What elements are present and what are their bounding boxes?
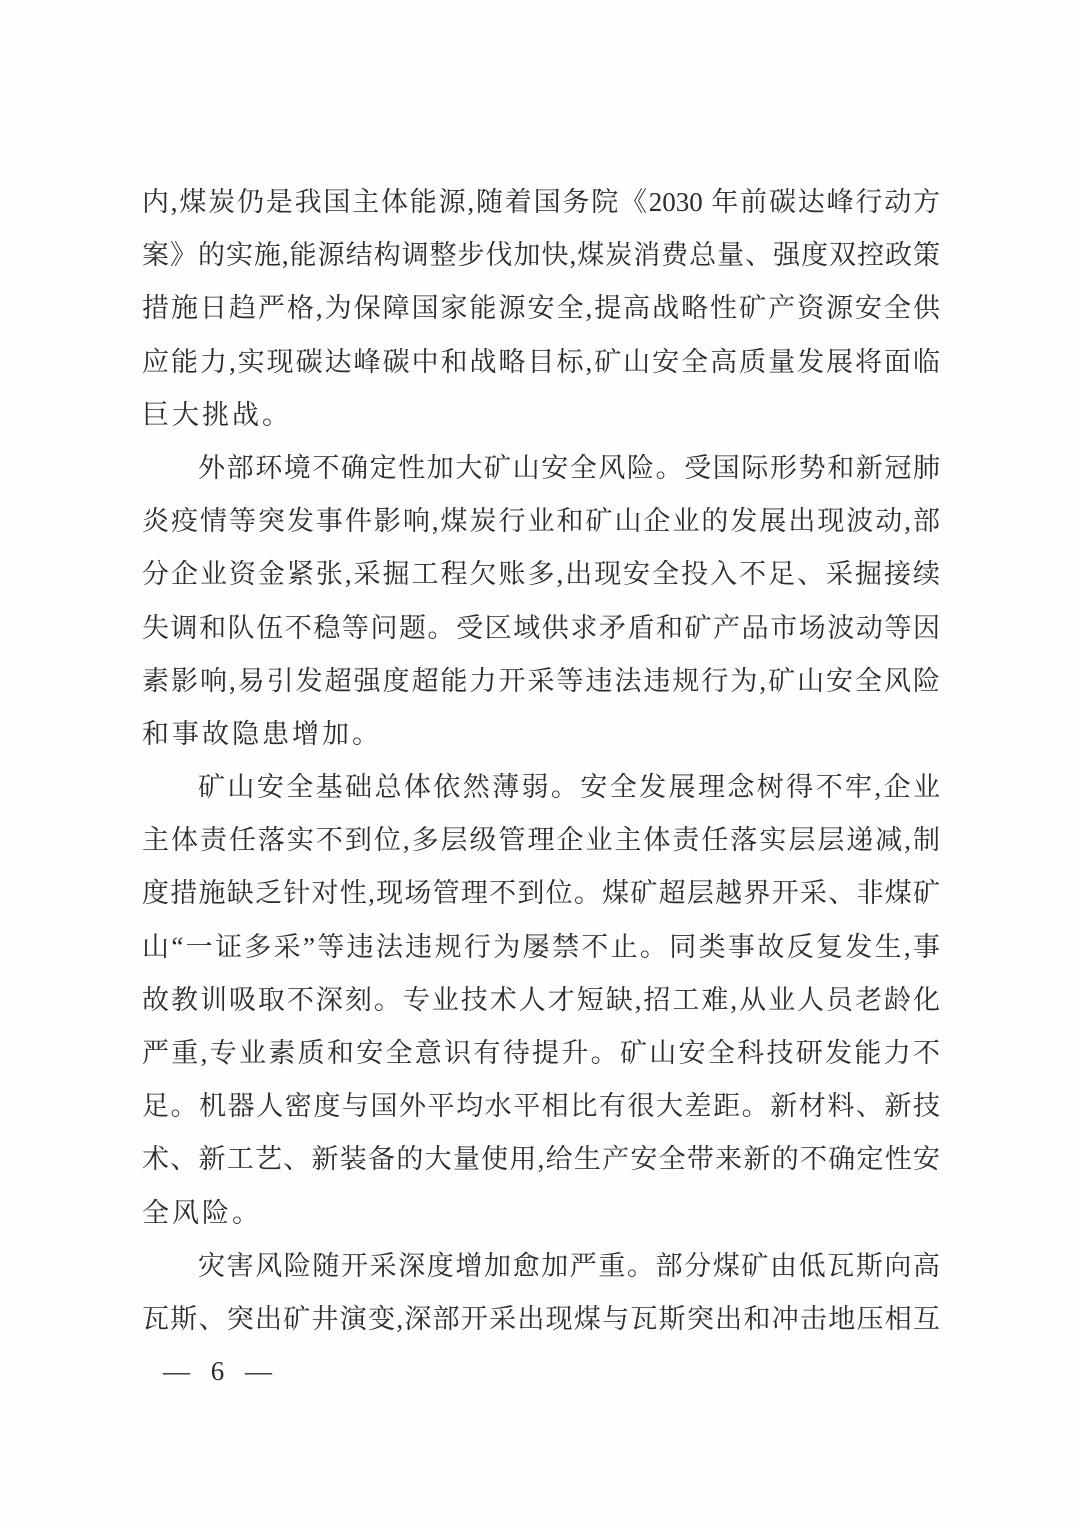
page-number: — 6 —	[163, 1356, 273, 1386]
page-footer	[163, 1350, 273, 1392]
document-body	[142, 176, 940, 1346]
text-line: 案》的实施,能源结构调整步伐加快,煤炭消费总量、强度双控政策	[142, 240, 940, 271]
text-line: 度措施缺乏针对性,现场管理不到位。煤矿超层越界开采、非煤矿	[142, 878, 940, 909]
text-line: 巨大挑战。	[142, 399, 292, 430]
text-line: 炎疫情等突发事件影响,煤炭行业和矿山企业的发展出现波动,部	[142, 506, 940, 537]
text-line: 山“一证多采”等违法违规行为屡禁不止。同类事故反复发生,事	[142, 931, 940, 962]
text-line: 外部环境不确定性加大矿山安全风险。受国际形势和新冠肺	[198, 452, 940, 483]
text-line: 灾害风险随开采深度增加愈加严重。部分煤矿由低瓦斯向高	[198, 1250, 940, 1281]
text-line: 矿山安全基础总体依然薄弱。安全发展理念树得不牢,企业	[198, 772, 940, 803]
text-line: 故教训吸取不深刻。专业技术人才短缺,招工难,从业人员老龄化	[142, 984, 940, 1015]
text-line: 措施日趋严格,为保障国家能源安全,提高战略性矿产资源安全供	[142, 293, 940, 324]
text-line: 主体责任落实不到位,多层级管理企业主体责任落实层层递减,制	[142, 825, 940, 856]
text-line: 和事故隐患增加。	[142, 718, 382, 749]
text-line: 应能力,实现碳达峰碳中和战略目标,矿山安全高质量发展将面临	[142, 346, 940, 377]
text-line: 瓦斯、突出矿井演变,深部开采出现煤与瓦斯突出和冲击地压相互	[142, 1303, 940, 1334]
text-line: 术、新工艺、新装备的大量使用,给生产安全带来新的不确定性安	[142, 1144, 940, 1175]
text-line: 分企业资金紧张,采掘工程欠账多,出现安全投入不足、采掘接续	[142, 559, 940, 590]
text-line: 全风险。	[142, 1197, 262, 1228]
text-line: 严重,专业素质和安全意识有待提升。矿山安全科技研发能力不	[142, 1038, 940, 1068]
text-line: 素影响,易引发超强度超能力开采等违法违规行为,矿山安全风险	[142, 665, 940, 696]
text-line: 足。机器人密度与国外平均水平相比有很大差距。新材料、新技	[142, 1091, 940, 1122]
text-line: 失调和队伍不稳等问题。受区域供求矛盾和矿产品市场波动等因	[142, 612, 940, 643]
text-line: 内,煤炭仍是我国主体能源,随着国务院《2030 年前碳达峰行动方	[142, 187, 940, 217]
